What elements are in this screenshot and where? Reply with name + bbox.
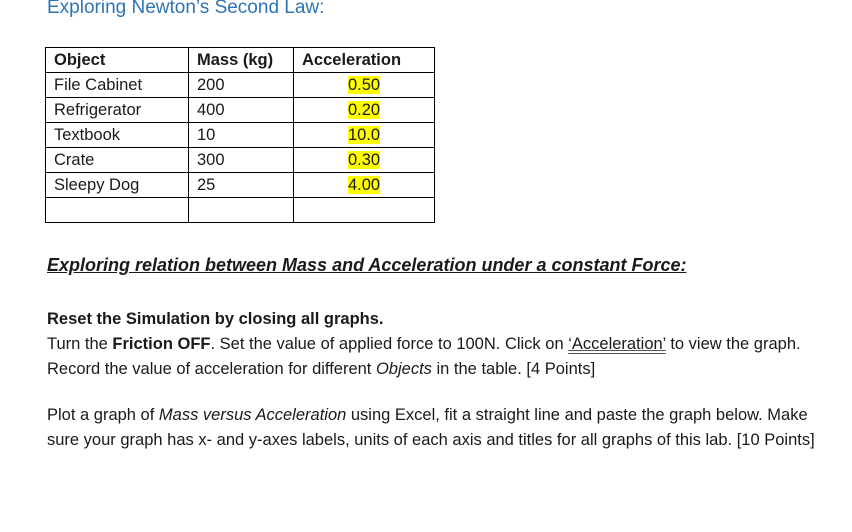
table-header-row	[46, 48, 435, 73]
object-cell[interactable]	[46, 198, 189, 223]
mass-vs-acceleration-text: Mass versus Acceleration	[158, 406, 347, 424]
table-row	[46, 123, 435, 148]
friction-off-text: Friction OFF	[112, 335, 211, 353]
acceleration-value: 0.50	[347, 75, 381, 94]
text-run: to view the graph. Record the value of acceleration for different	[47, 335, 801, 378]
instructions-paragraph	[47, 307, 837, 382]
object-cell[interactable]: Textbook	[46, 123, 189, 148]
acceleration-value: 10.0	[347, 125, 381, 144]
mass-cell[interactable]: 10	[189, 123, 294, 148]
text-run: Plot a graph of	[47, 406, 159, 424]
acceleration-link[interactable]: ‘Acceleration’	[568, 335, 666, 353]
acceleration-cell[interactable]	[294, 148, 435, 173]
reset-instruction: Reset the Simulation by closing all graphs.	[47, 310, 384, 328]
text-run: Turn the	[47, 335, 113, 353]
acceleration-value: 0.20	[347, 100, 381, 119]
text-run: in the table. [4 Points]	[431, 360, 596, 378]
mass-cell[interactable]: 25	[189, 173, 294, 198]
page-heading: Exploring Newton’s Second Law:	[47, 0, 325, 18]
acceleration-value: 4.00	[347, 175, 381, 194]
column-header-acceleration: Acceleration	[294, 48, 435, 73]
acceleration-value: 0.30	[347, 150, 381, 169]
mass-cell[interactable]: 300	[189, 148, 294, 173]
text-run: using Excel, fit a straight line and paste the graph below. Make sure your graph has x- and y-axes labels, units of each axis and titles for all graphs of this lab. [10 Points]	[47, 406, 815, 449]
data-table	[45, 47, 435, 223]
table-row	[46, 73, 435, 98]
acceleration-cell[interactable]	[294, 123, 435, 148]
table-row	[46, 98, 435, 123]
acceleration-cell[interactable]	[294, 73, 435, 98]
column-header-mass: Mass (kg)	[189, 48, 294, 73]
acceleration-cell[interactable]	[294, 173, 435, 198]
acceleration-cell[interactable]	[294, 98, 435, 123]
plot-instructions-paragraph	[47, 403, 837, 453]
table-row	[46, 148, 435, 173]
table-row	[46, 173, 435, 198]
table-row-empty	[46, 198, 435, 223]
object-cell[interactable]: Refrigerator	[46, 98, 189, 123]
column-header-object: Object	[46, 48, 189, 73]
object-cell[interactable]: Crate	[46, 148, 189, 173]
text-run: . Set the value of applied force to 100N. Click on	[210, 335, 569, 353]
object-cell[interactable]: File Cabinet	[46, 73, 189, 98]
mass-cell[interactable]: 200	[189, 73, 294, 98]
acceleration-cell[interactable]	[294, 198, 435, 223]
objects-text: Objects	[375, 360, 432, 378]
mass-cell[interactable]	[189, 198, 294, 223]
section-title: Exploring relation between Mass and Acceleration under a constant Force:	[47, 255, 687, 275]
mass-cell[interactable]: 400	[189, 98, 294, 123]
object-cell[interactable]: Sleepy Dog	[46, 173, 189, 198]
